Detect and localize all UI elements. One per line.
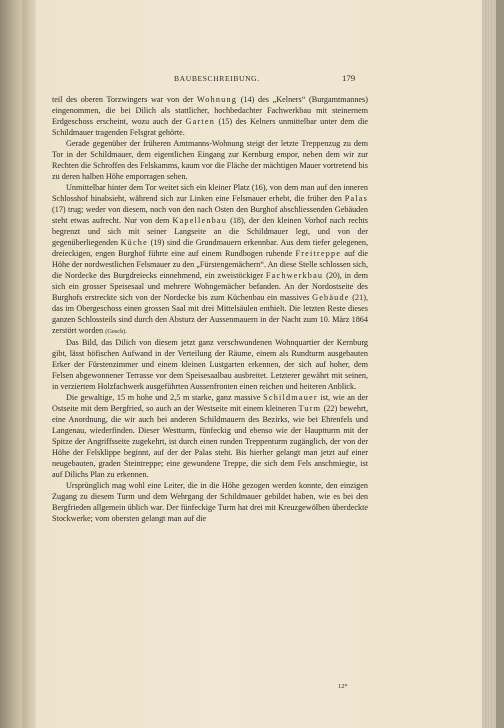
spaced-term: Garten bbox=[185, 117, 216, 126]
paragraph-2 bbox=[52, 138, 368, 182]
book-gutter bbox=[22, 0, 36, 728]
text-run: (18), der den kleinen Vorhof nach rechts begrenzt und sich mit seiner Langseite an die Schildmauer legt, und von der gegenüberliegenden bbox=[52, 216, 368, 247]
paragraph-5 bbox=[52, 392, 368, 480]
spaced-term: Schildmauer bbox=[263, 393, 318, 402]
body-text bbox=[52, 94, 368, 524]
spaced-term: Gebäude bbox=[312, 293, 350, 302]
text-run: (19) sind die Grundmauern erkennbar. Aus dem tiefer gelegenen, dreieckigen, engen Burghof führte eine auf einem Rundbogen ruhende bbox=[52, 238, 368, 258]
text-run: auf die Höhe der nordwestlichen Felsmauer zu den „Fürstengemächern“. An diese Stelle schlossen sich, die Nordecke des Burgdreiecks einnehmend, ein zweistöckiger bbox=[52, 249, 368, 280]
facing-page-edge bbox=[0, 0, 22, 728]
page-number: 179 bbox=[342, 73, 356, 83]
page-edge-shadow bbox=[496, 0, 504, 728]
paragraph-6 bbox=[52, 480, 368, 524]
text-run: (22) bewehrt, eine Anordnung, die wir auch bei anderen Schildmauern des Bezirks, wie bei Ehrenfels und Langenau, wiederfinden. Dieser Westturm, fünfeckig und ebenso wie der Hauptturm mit der Spitze der Angriffsseite zugekehrt, ist durch einen runden Treppenturm zugänglich, der von der Höhe der Felsklippe beginnt, auf der der Palas steht. Bis hierher gelangt man jetzt auf einer neugebauten, graden Steintreppe; eine gewundene Treppe, die sich dem Fels anschmiegte, ist auf Dilichs Plan zu erkennen. bbox=[52, 404, 368, 479]
text-run: Das Bild, das Dilich von diesem jetzt ganz verschwundenen Wohnquartier der Kernburg gibt, lässt höfischen Aufwand in der Verteilung der Räume, einem als Rundturm ausgebauten Erker der Fürstenzimmer und einem kleinen Lustgarten erkennen, der sich auf hoher, dem Felsen abgewonnener Terrasse vor dem Speisesaalbau ausbreitet. Letzterer gewährt mit seinen, in verziertem Holzfachwerk ausgeführten Aussenfronten einen reichen und heiteren Anblick. bbox=[52, 338, 368, 391]
spaced-term: Kapellenbau bbox=[172, 216, 228, 225]
spaced-term: Turm bbox=[298, 404, 322, 413]
paragraph-1 bbox=[52, 94, 368, 138]
text-run: (21), das im Obergeschoss einen grossen Saal mit drei Mittelsäulen enthielt. Die letzten Reste dieses ganzen Schlossteils sind durch den Absturz der Aussenmauern in der Nacht zum 10. März 1864 zerstört worden bbox=[52, 293, 368, 335]
text-run: Ursprünglich mag wohl eine Leiter, die in die Höhe gezogen werden konnte, den einzigen Zugang zu diesem Turm und dem Wehrgang der Schildmauer gebildet haben, wie es bei den Bergfrieden allgemein üblich war. Der fünfeckige Turm hat drei mit Kreuzgewölben überdeckte Stockwerke; vom obersten gelangt man auf die bbox=[52, 481, 368, 523]
text-run: (15) des Kelners unmittelbar unter dem die Schildmauer tragenden Felsgrat gehörte. bbox=[52, 117, 368, 137]
text-run: (17) trug; weder von diesem, noch von den nach Osten den Burghof abschliessenden Gebäuden steht etwas aufrecht. Nur von dem bbox=[52, 205, 368, 225]
spaced-term: Wohnung bbox=[197, 95, 238, 104]
running-title: BAUBESCHREIBUNG. bbox=[174, 74, 260, 83]
text-run: Die gewaltige, 15 m hohe und 2,5 m starke, ganz massive bbox=[66, 393, 264, 402]
text-run: (20), in dem sich ein grosser Speisesaal und mehrere Wohngemächer befanden. An der Nordostseite des Burghofs erstreckte sich von der Nordecke bis zum Küchenbau ein massives bbox=[52, 271, 368, 302]
paragraph-3 bbox=[52, 182, 368, 337]
text-run: teil des oberen Torzwingers war von der bbox=[52, 95, 197, 104]
text-run: Gerade gegenüber der früheren Amtmanns-Wohnung steigt der letzte Treppenzug zu dem Tor in der Schildmauer, dem eigentlichen Eingang zur Kernburg empor, neben dem wir zur Rechten die Schroffen des Felskamms, kaum vor die Fläche der mächtigen Mauer vortretend bis zu deren halben Höhe emporragen sehen. bbox=[52, 139, 368, 181]
text-run: Unmittelbar hinter dem Tor weitet sich ein kleiner Platz (16), von dem man auf den inneren Schlosshof hinabsieht, während sich zur Linken eine Felsmauer erhebt, die früher den bbox=[52, 183, 368, 203]
spaced-term: Palas bbox=[344, 194, 368, 203]
spaced-term: Küche bbox=[120, 238, 148, 247]
signature-mark: 12* bbox=[338, 683, 348, 690]
text-run: ist, wie an der Ostseite mit dem Bergfried, so auch an der Westseite mit einem kleineren bbox=[52, 393, 368, 413]
spaced-term: Freitreppe bbox=[295, 249, 342, 258]
source-abbreviation: (Gesch). bbox=[105, 328, 128, 335]
paragraph-4 bbox=[52, 337, 368, 392]
spaced-term: Fachwerkbau bbox=[265, 271, 324, 280]
text-run: (14) des „Kelners“ (Burgamtmannes) eingenommen, die bei Dilich als stattlicher, hochbedachter Fachwerkbau mit steinernem Erdgeschoss erscheint, wozu auch der bbox=[52, 95, 368, 126]
